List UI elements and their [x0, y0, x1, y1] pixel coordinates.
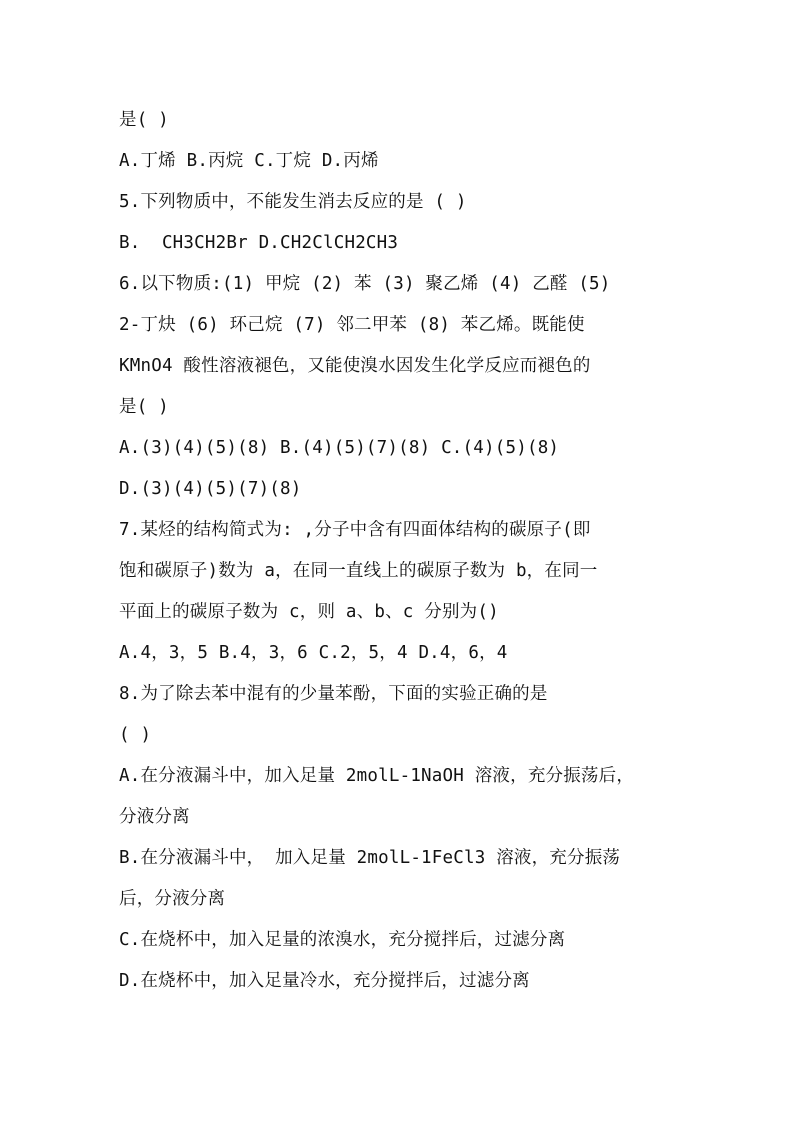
- text-line-q8-option-a-1: A.在分液漏斗中，加入足量 2molL-1NaOH 溶液，充分振荡后，: [119, 766, 635, 786]
- text-line-q6-stem-end: 是( ): [119, 397, 169, 417]
- text-line-q7-stem-3: 平面上的碳原子数为 c，则 a、b、c 分别为(): [119, 602, 499, 622]
- text-line-q6-stem-2: 2-丁炔 (6) 环己烷 (7) 邻二甲苯 (8) 苯乙烯。既能使: [119, 315, 585, 335]
- text-line-q6-options-1: A.(3)(4)(5)(8) B.(4)(5)(7)(8) C.(4)(5)(8): [119, 438, 560, 458]
- text-line-q8-option-c: C.在烧杯中，加入足量的浓溴水，充分搅拌后，过滤分离: [119, 930, 566, 950]
- text-line-q5-options: B. CH3CH2Br D.CH2ClCH2CH3: [119, 233, 399, 253]
- text-line-q6-stem-1: 6.以下物质:(1) 甲烷 (2) 苯 (3) 聚乙烯 (4) 乙醛 (5): [119, 274, 611, 294]
- question-text-block: [119, 100, 689, 1002]
- text-line-q8-option-d: D.在烧杯中，加入足量冷水，充分搅拌后，过滤分离: [119, 971, 530, 991]
- text-line-q5-stem: 5.下列物质中，不能发生消去反应的是 ( ): [119, 192, 467, 212]
- text-line-q8-option-b-1: B.在分液漏斗中， 加入足量 2molL-1FeCl3 溶液，充分振荡: [119, 848, 621, 868]
- text-line-q4-stem-end: 是( ): [119, 110, 169, 130]
- text-line-q7-stem-1: 7.某烃的结构简式为: ,分子中含有四面体结构的碳原子(即: [119, 520, 591, 540]
- text-line-q8-stem: 8.为了除去苯中混有的少量苯酚，下面的实验正确的是: [119, 684, 548, 704]
- text-line-q7-stem-2: 饱和碳原子)数为 a，在同一直线上的碳原子数为 b，在同一: [119, 561, 598, 581]
- text-line-q8-option-b-2: 后，分液分离: [119, 889, 226, 909]
- text-line-q8-option-a-2: 分液分离: [119, 807, 190, 827]
- text-line-q7-options: A.4，3，5 B.4，3，6 C.2，5，4 D.4，6，4: [119, 643, 508, 663]
- text-line-q8-paren: ( ): [119, 725, 152, 745]
- text-line-q6-options-2: D.(3)(4)(5)(7)(8): [119, 479, 302, 499]
- text-line-q4-options: A.丁烯 B.丙烷 C.丁烷 D.丙烯: [119, 151, 379, 171]
- text-line-q6-stem-3: KMnO4 酸性溶液褪色，又能使溴水因发生化学反应而褪色的: [119, 356, 591, 376]
